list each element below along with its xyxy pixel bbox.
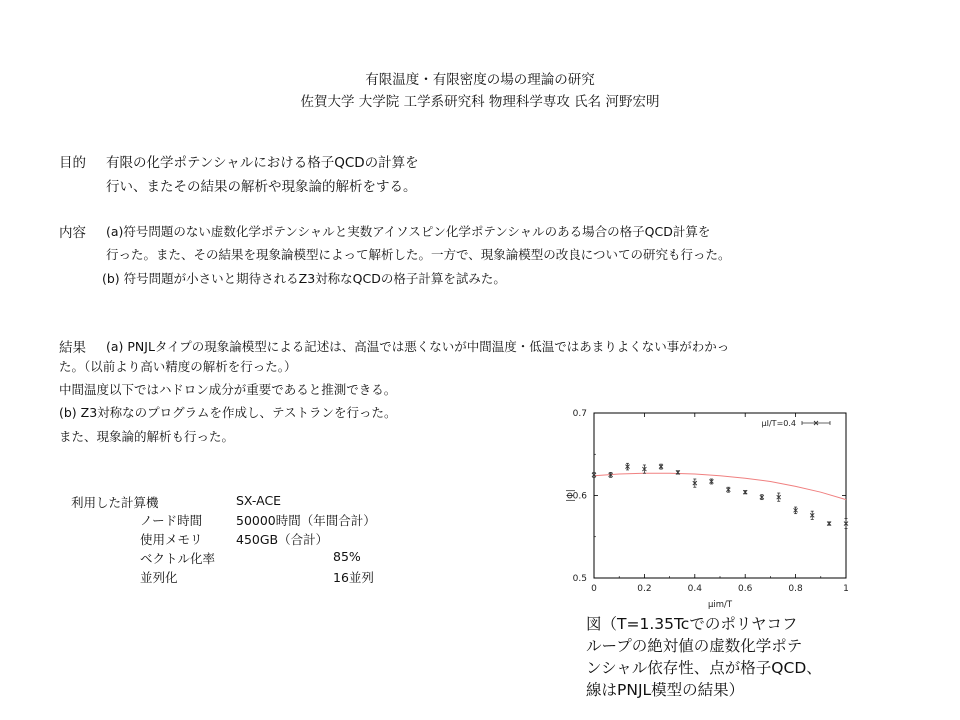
- figure-caption-line-2: ループの絶対値の虚数化学ポテ: [586, 637, 803, 655]
- figure-caption-line-1: 図（T=1.35Tcでのポリヤコフ: [586, 615, 798, 633]
- pnjl-curve: [594, 473, 846, 499]
- parallel-value: 16並列: [333, 570, 374, 585]
- node-time-value: 50000時間（年間合計）: [236, 513, 376, 528]
- purpose-line-1: 有限の化学ポテンシャルにおける格子QCDの計算を: [106, 155, 419, 171]
- figure-caption-line-4: 線はPNJL模型の結果）: [586, 681, 745, 699]
- results-line-5: また、現象論的解析も行った。: [59, 429, 235, 444]
- x-axis-label: μim/T: [707, 600, 733, 610]
- results-label: 結果: [59, 340, 86, 356]
- y-tick-label: 0.7: [572, 409, 587, 419]
- y-tick-label: 0.6: [572, 491, 587, 502]
- results-line-2: た。（以前より高い精度の解析を行った。）: [59, 359, 297, 374]
- y-tick-label: 0.5: [572, 574, 587, 584]
- vectorization-value: 85%: [333, 549, 361, 564]
- content-label: 内容: [59, 225, 86, 241]
- results-line-3: 中間温度以下ではハドロン成分が重要であると推測できる。: [59, 382, 397, 397]
- results-line-4: (b) Z3対称なのプログラムを作成し、テストランを行った。: [59, 405, 397, 420]
- purpose-line-2: 行い、またその結果の解析や現象論的解析をする。: [106, 179, 417, 195]
- page-title: 有限温度・有限密度の場の理論の研究: [365, 72, 595, 88]
- figure-caption-line-3: ンシャル依存性、点が格子QCD、: [586, 659, 822, 677]
- vectorization-label: ベクトル化率: [140, 551, 216, 566]
- node-time-label: ノード時間: [140, 513, 203, 528]
- computer-name: SX-ACE: [236, 493, 282, 508]
- purpose-label: 目的: [59, 155, 86, 171]
- computer-label: 利用した計算機: [71, 495, 159, 510]
- content-b-line: (b) 符号問題が小さいと期待されるZ3対称なQCDの格子計算を試みた。: [102, 271, 506, 286]
- x-tick-label: 0.6: [738, 584, 753, 594]
- polyakov-loop-chart: [560, 400, 860, 610]
- x-tick-label: 0.8: [788, 584, 803, 594]
- x-tick-label: 1: [843, 584, 849, 594]
- author-affiliation: 佐賀大学 大学院 工学系研究科 物理科学専攻 氏名 河野宏明: [300, 94, 660, 110]
- x-tick-label: 0.2: [637, 584, 652, 594]
- plot-frame: [594, 413, 846, 578]
- parallel-label: 並列化: [140, 570, 178, 585]
- memory-value: 450GB（合計）: [236, 532, 329, 547]
- memory-label: 使用メモリ: [140, 532, 203, 547]
- results-line-1: (a) PNJLタイプの現象論模型による記述は、高温では悪くないが中間温度・低温ではあまりよくない事がわかっ: [106, 339, 730, 354]
- content-a-line-1: (a)符号問題のない虚数化学ポテンシャルと実数アイソスピン化学ポテンシャルのある場合の格子QCD計算を: [106, 224, 711, 239]
- y-axis-label: |Φ|: [566, 489, 576, 502]
- content-a-line-2: 行った。また、その結果を現象論模型によって解析した。一方で、現象論模型の改良についての研究も行った。: [106, 247, 731, 262]
- legend-label: μI/T=0.4: [761, 419, 796, 428]
- x-tick-label: 0.4: [687, 584, 702, 594]
- x-tick-label: 0: [591, 584, 597, 594]
